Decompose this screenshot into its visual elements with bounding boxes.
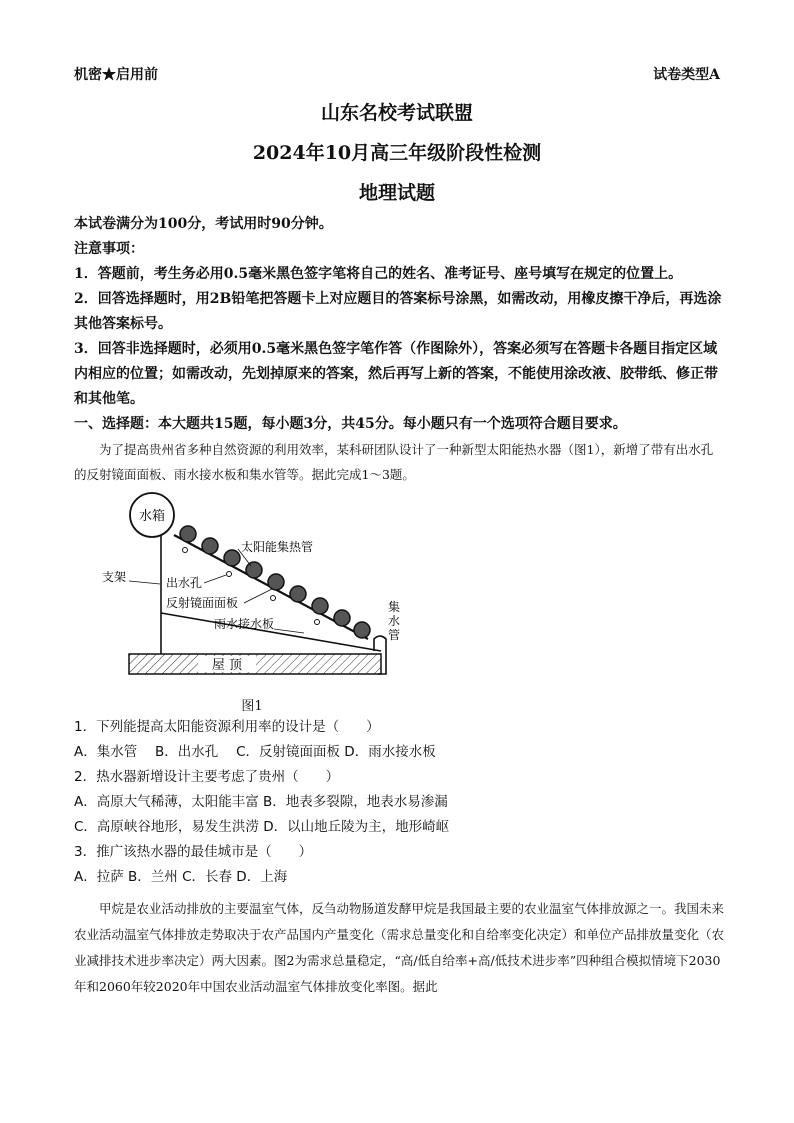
exam-date-title: 2024年10月高三年级阶段性检测 bbox=[252, 142, 542, 164]
mirror-label: 反射镜面面板 bbox=[166, 596, 239, 610]
question-2-options-2: C．高原峡谷地形，易发生洪涝 D．以山地丘陵为主，地形崎岖 bbox=[74, 819, 450, 835]
confidential-mark: 机密★启用前 bbox=[74, 67, 158, 83]
notes-heading: 注意事项： bbox=[74, 241, 144, 257]
solar-heater-diagram bbox=[102, 489, 456, 694]
note-2: 2．回答选择题时，用2B铅笔把答题卡上对应题目的答案标号涂黑，如需改动，用橡皮擦干净后，再选涂其他答案标号。 bbox=[74, 291, 722, 332]
paper-type: 试卷类型A bbox=[653, 67, 720, 83]
tank-label: 水箱 bbox=[138, 509, 166, 524]
exam-union-title: 山东名校考试联盟 bbox=[320, 102, 473, 124]
subject-title: 地理试题 bbox=[358, 182, 435, 204]
tube-label: 太阳能集热管 bbox=[241, 540, 314, 554]
question-1-options: A．集水管 B．出水孔 C．反射镜面面板 D．雨水接水板 bbox=[74, 744, 436, 760]
question-3-stem: 3．推广该热水器的最佳城市是（ ） bbox=[74, 844, 313, 860]
score-note: 本试卷满分为100分，考试用时90分钟。 bbox=[74, 216, 333, 232]
section1-intro: 为了提高贵州省多种自然资源的利用效率，某科研团队设计了一种新型太阳能热水器（图1），新增了带有出水孔的反射镜面面板、雨水接水板和集水管等。据此完成1～3题。 bbox=[74, 442, 714, 482]
question-2-stem: 2．热水器新增设计主要考虑了贵州（ ） bbox=[74, 769, 340, 785]
question-3-options: A．拉萨 B．兰州 C．长春 D．上海 bbox=[74, 869, 288, 885]
stand-label: 支架 bbox=[102, 570, 127, 584]
figure-1 bbox=[74, 489, 724, 715]
pipe-label-2: 水 bbox=[388, 614, 401, 628]
hole-label: 出水孔 bbox=[166, 576, 203, 590]
note-1: 1．答题前，考生务必用0.5毫米黑色签字笔将自己的姓名、准考证号、座号填写在规定的位置上。 bbox=[74, 266, 683, 282]
question-1-stem: 1．下列能提高太阳能资源利用率的设计是（ ） bbox=[74, 719, 380, 735]
rain-board-label: 雨水接水板 bbox=[214, 617, 275, 631]
note-3: 3．回答非选择题时，必须用0.5毫米黑色签字笔作答（作图除外），答案必须写在答题卡各题目指定区域内相应的位置；如需改动，先划掉原来的答案，然后再写上新的答案，不能使用涂改液、胶带纸、修正带和其他笔。 bbox=[74, 341, 718, 407]
roof-label: 屋 顶 bbox=[211, 658, 243, 673]
pipe-label-3: 管 bbox=[388, 628, 401, 642]
pipe-label-1: 集 bbox=[388, 600, 401, 614]
question-2-options: A．高原大气稀薄，太阳能丰富 B．地表多裂隙，地表水易渗漏 bbox=[74, 794, 448, 810]
passage-2: 甲烷是农业活动排放的主要温室气体，反刍动物肠道发酵甲烷是我国最主要的农业温室气体排放源之一。我国未来农业活动温室气体排放走势取决于农产品国内产量变化（需求总量变化和自给率变化决定）和单位产品排放量变化（农业减排技术进步率决定）两大因素。图2为需求总量稳定，“高/低自给率+高/低技术进步率”四种组合模拟情境下2030年和2060年较2020年中国农业活动温室气体排放变化率图。据此 bbox=[74, 901, 725, 994]
figure-1-caption: 图1 bbox=[241, 699, 263, 714]
section1-heading: 一、选择题：本大题共15题，每小题3分，共45分。每小题只有一个选项符合题目要求。 bbox=[74, 416, 627, 432]
exam-body bbox=[74, 212, 724, 1000]
